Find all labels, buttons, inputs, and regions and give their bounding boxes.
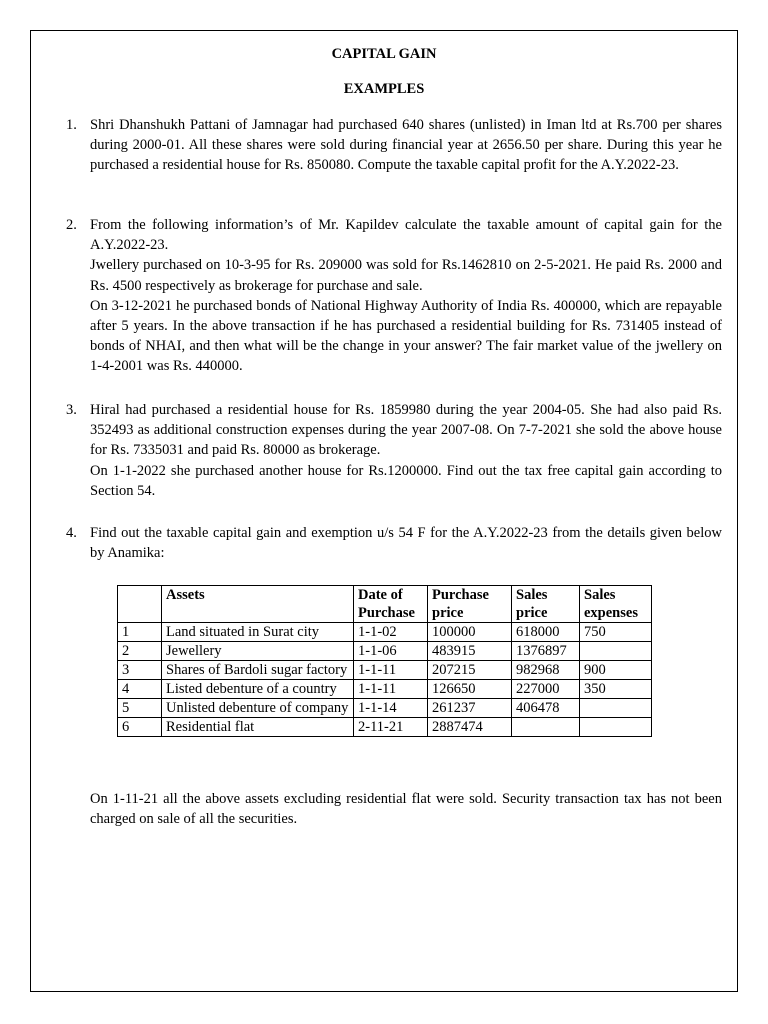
cell-purchase: 261237 bbox=[428, 699, 512, 718]
table-row bbox=[118, 699, 652, 718]
question-3 bbox=[66, 400, 722, 501]
cell-expenses bbox=[580, 642, 652, 661]
cell-sales: 982968 bbox=[512, 661, 580, 680]
assets-table bbox=[117, 585, 652, 737]
question-paragraph: Find out the taxable capital gain and exemption u/s 54 F for the A.Y.2022-23 from the details given below by Anamika: bbox=[90, 525, 722, 562]
cell-no: 6 bbox=[118, 718, 162, 737]
cell-no: 1 bbox=[118, 623, 162, 642]
page-title: CAPITAL GAIN bbox=[331, 46, 437, 62]
cell-expenses: 900 bbox=[580, 661, 652, 680]
cell-expenses: 750 bbox=[580, 623, 652, 642]
cell-no: 2 bbox=[118, 642, 162, 661]
header-no bbox=[118, 586, 162, 623]
header-sales-price: Sales price bbox=[512, 586, 580, 623]
cell-asset: Unlisted debenture of company bbox=[162, 699, 354, 718]
page-subtitle: EXAMPLES bbox=[343, 81, 425, 97]
cell-purchase: 483915 bbox=[428, 642, 512, 661]
cell-asset: Jewellery bbox=[162, 642, 354, 661]
header-sales-expenses: Sales expenses bbox=[580, 586, 652, 623]
cell-sales: 406478 bbox=[512, 699, 580, 718]
cell-asset: Land situated in Surat city bbox=[162, 623, 354, 642]
closing-paragraph: On 1-11-21 all the above assets excluding residential flat were sold. Security transaction tax has not been charged on sale of all the securities. bbox=[90, 791, 722, 828]
cell-date: 1-1-02 bbox=[354, 623, 428, 642]
cell-asset: Shares of Bardoli sugar factory bbox=[162, 661, 354, 680]
header-purchase-price: Purchase price bbox=[428, 586, 512, 623]
question-paragraph: On 3-12-2021 he purchased bonds of National Highway Authority of India Rs. 400000, which are repayable after 5 years. In the above transaction if he has purchased a residential building for Rs. 731405 instead of bonds of NHAI, and then what will be the change in your answer? The fair market value of the jwellery on 1-4-2001 was Rs. 440000. bbox=[90, 297, 722, 375]
cell-no: 3 bbox=[118, 661, 162, 680]
header-assets: Assets bbox=[162, 586, 354, 623]
cell-asset: Listed debenture of a country bbox=[162, 680, 354, 699]
cell-purchase: 2887474 bbox=[428, 718, 512, 737]
question-number: 1. bbox=[66, 117, 77, 133]
cell-date: 1-1-06 bbox=[354, 642, 428, 661]
question-number: 4. bbox=[66, 525, 77, 541]
header-date-of-purchase: Date of Purchase bbox=[354, 586, 428, 623]
table-header-row bbox=[118, 586, 652, 623]
cell-purchase: 126650 bbox=[428, 680, 512, 699]
question-number: 2. bbox=[66, 217, 77, 233]
cell-date: 1-1-11 bbox=[354, 661, 428, 680]
cell-sales: 227000 bbox=[512, 680, 580, 699]
cell-sales: 618000 bbox=[512, 623, 580, 642]
cell-asset: Residential flat bbox=[162, 718, 354, 737]
question-body bbox=[90, 115, 722, 176]
table-row bbox=[118, 661, 652, 680]
cell-sales bbox=[512, 718, 580, 737]
question-4 bbox=[66, 523, 722, 563]
question-paragraph: Hiral had purchased a residential house for Rs. 1859980 during the year 2004-05. She had also paid Rs. 352493 as additional construction expenses during the year 2007-08. On 7-7-2021 she sold the above house for Rs. 7335031 and paid Rs. 80000 as brokerage. bbox=[90, 402, 722, 459]
question-2 bbox=[66, 215, 722, 377]
table-row bbox=[118, 642, 652, 661]
cell-expenses: 350 bbox=[580, 680, 652, 699]
table-row bbox=[118, 718, 652, 737]
table-row bbox=[118, 623, 652, 642]
question-number: 3. bbox=[66, 402, 77, 418]
cell-no: 5 bbox=[118, 699, 162, 718]
question-paragraph: On 1-1-2022 she purchased another house for Rs.1200000. Find out the tax free capital gain according to Section 54. bbox=[90, 462, 722, 499]
question-body bbox=[90, 400, 722, 501]
cell-expenses bbox=[580, 699, 652, 718]
cell-no: 4 bbox=[118, 680, 162, 699]
cell-sales: 1376897 bbox=[512, 642, 580, 661]
cell-date: 2-11-21 bbox=[354, 718, 428, 737]
cell-purchase: 207215 bbox=[428, 661, 512, 680]
cell-date: 1-1-14 bbox=[354, 699, 428, 718]
question-paragraph: From the following information’s of Mr. Kapildev calculate the taxable amount of capital gain for the A.Y.2022-23. bbox=[90, 217, 722, 254]
question-body bbox=[90, 523, 722, 563]
question-body bbox=[90, 215, 722, 377]
cell-expenses bbox=[580, 718, 652, 737]
cell-purchase: 100000 bbox=[428, 623, 512, 642]
table-row bbox=[118, 680, 652, 699]
question-paragraph: Jwellery purchased on 10-3-95 for Rs. 209000 was sold for Rs.1462810 on 2-5-2021. He paid Rs. 2000 and Rs. 4500 respectively as brokerage for purchase and sale. bbox=[90, 257, 722, 294]
question-paragraph: Shri Dhanshukh Pattani of Jamnagar had purchased 640 shares (unlisted) in Iman ltd at Rs.700 per shares during 2000-01. All these shares were sold during financial year at 2656.50 per share. During this year he purchased a residential house for Rs. 850080. Compute the taxable capital profit for the A.Y.2022-23. bbox=[90, 117, 722, 174]
question-1 bbox=[66, 115, 722, 176]
cell-date: 1-1-11 bbox=[354, 680, 428, 699]
